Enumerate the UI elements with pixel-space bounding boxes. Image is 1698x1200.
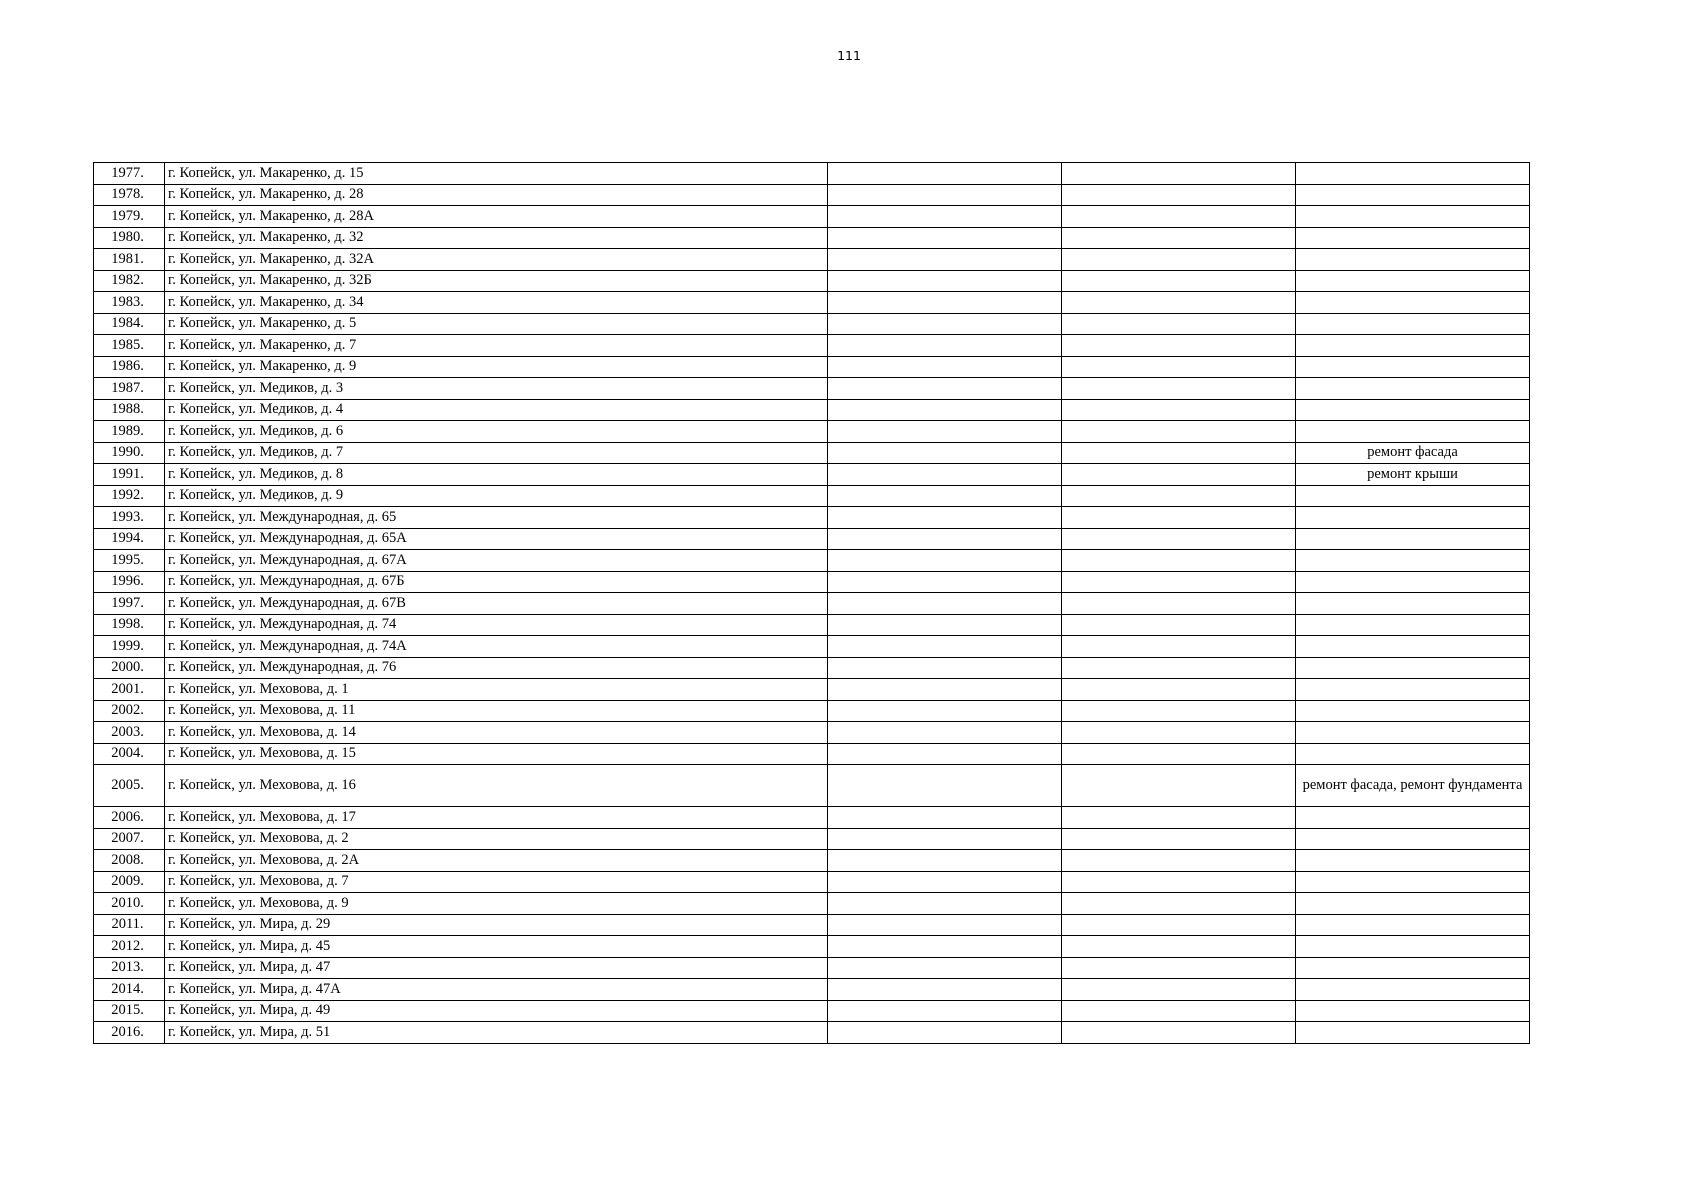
works-cell xyxy=(1296,399,1530,421)
address-cell: г. Копейск, ул. Мира, д. 29 xyxy=(165,914,828,936)
column-4-cell xyxy=(1062,1000,1296,1022)
address-cell: г. Копейск, ул. Меховова, д. 7 xyxy=(165,871,828,893)
column-4-cell xyxy=(1062,528,1296,550)
address-cell: г. Копейск, ул. Мира, д. 47 xyxy=(165,957,828,979)
column-3-cell xyxy=(828,313,1062,335)
row-number-cell: 1997. xyxy=(94,593,165,615)
works-cell xyxy=(1296,292,1530,314)
column-3-cell xyxy=(828,850,1062,872)
column-4-cell xyxy=(1062,807,1296,829)
row-number-cell: 2004. xyxy=(94,743,165,765)
works-cell xyxy=(1296,657,1530,679)
table-row xyxy=(94,163,1530,185)
works-cell xyxy=(1296,571,1530,593)
row-number-cell: 2001. xyxy=(94,679,165,701)
housing-register-table xyxy=(93,162,1530,1044)
row-number-cell: 1999. xyxy=(94,636,165,658)
column-3-cell xyxy=(828,378,1062,400)
column-4-cell xyxy=(1062,442,1296,464)
works-cell xyxy=(1296,979,1530,1001)
column-4-cell xyxy=(1062,313,1296,335)
table-row xyxy=(94,657,1530,679)
column-3-cell xyxy=(828,936,1062,958)
address-cell: г. Копейск, ул. Международная, д. 74 xyxy=(165,614,828,636)
column-4-cell xyxy=(1062,399,1296,421)
column-4-cell xyxy=(1062,227,1296,249)
column-4-cell xyxy=(1062,356,1296,378)
row-number-cell: 2002. xyxy=(94,700,165,722)
column-4-cell xyxy=(1062,871,1296,893)
works-cell xyxy=(1296,871,1530,893)
address-cell: г. Копейск, ул. Меховова, д. 11 xyxy=(165,700,828,722)
column-3-cell xyxy=(828,292,1062,314)
works-cell xyxy=(1296,614,1530,636)
table-row xyxy=(94,528,1530,550)
column-4-cell xyxy=(1062,270,1296,292)
table-row xyxy=(94,636,1530,658)
works-cell xyxy=(1296,893,1530,915)
address-cell: г. Копейск, ул. Макаренко, д. 7 xyxy=(165,335,828,357)
address-cell: г. Копейск, ул. Медиков, д. 9 xyxy=(165,485,828,507)
table-row xyxy=(94,593,1530,615)
address-cell: г. Копейск, ул. Меховова, д. 2 xyxy=(165,828,828,850)
address-cell: г. Копейск, ул. Макаренко, д. 28 xyxy=(165,184,828,206)
column-3-cell xyxy=(828,485,1062,507)
column-3-cell xyxy=(828,828,1062,850)
column-3-cell xyxy=(828,163,1062,185)
table-row xyxy=(94,743,1530,765)
works-cell xyxy=(1296,270,1530,292)
row-number-cell: 1984. xyxy=(94,313,165,335)
column-3-cell xyxy=(828,700,1062,722)
column-3-cell xyxy=(828,421,1062,443)
row-number-cell: 1981. xyxy=(94,249,165,271)
address-cell: г. Копейск, ул. Международная, д. 67В xyxy=(165,593,828,615)
row-number-cell: 2009. xyxy=(94,871,165,893)
column-4-cell xyxy=(1062,679,1296,701)
column-3-cell xyxy=(828,227,1062,249)
row-number-cell: 1983. xyxy=(94,292,165,314)
address-cell: г. Копейск, ул. Международная, д. 76 xyxy=(165,657,828,679)
table-row xyxy=(94,914,1530,936)
column-4-cell xyxy=(1062,550,1296,572)
row-number-cell: 1985. xyxy=(94,335,165,357)
works-cell: ремонт фасада, ремонт фундамента xyxy=(1296,765,1530,807)
address-cell: г. Копейск, ул. Меховова, д. 2А xyxy=(165,850,828,872)
column-4-cell xyxy=(1062,893,1296,915)
row-number-cell: 1996. xyxy=(94,571,165,593)
row-number-cell: 1993. xyxy=(94,507,165,529)
table-row xyxy=(94,184,1530,206)
address-cell: г. Копейск, ул. Макаренко, д. 32 xyxy=(165,227,828,249)
address-cell: г. Копейск, ул. Меховова, д. 15 xyxy=(165,743,828,765)
page-number: 111 xyxy=(837,48,861,63)
works-cell xyxy=(1296,850,1530,872)
works-cell xyxy=(1296,679,1530,701)
column-4-cell xyxy=(1062,485,1296,507)
works-cell xyxy=(1296,485,1530,507)
column-3-cell xyxy=(828,1022,1062,1044)
row-number-cell: 1979. xyxy=(94,206,165,228)
works-cell xyxy=(1296,528,1530,550)
column-3-cell xyxy=(828,807,1062,829)
column-4-cell xyxy=(1062,335,1296,357)
address-cell: г. Копейск, ул. Макаренко, д. 32Б xyxy=(165,270,828,292)
column-3-cell xyxy=(828,679,1062,701)
column-3-cell xyxy=(828,871,1062,893)
table-row xyxy=(94,679,1530,701)
table-row xyxy=(94,399,1530,421)
row-number-cell: 1978. xyxy=(94,184,165,206)
row-number-cell: 2005. xyxy=(94,765,165,807)
table-row xyxy=(94,765,1530,807)
table-row xyxy=(94,871,1530,893)
column-3-cell xyxy=(828,249,1062,271)
works-cell xyxy=(1296,636,1530,658)
column-4-cell xyxy=(1062,163,1296,185)
table-row xyxy=(94,893,1530,915)
column-4-cell xyxy=(1062,979,1296,1001)
column-3-cell xyxy=(828,335,1062,357)
column-3-cell xyxy=(828,614,1062,636)
works-cell xyxy=(1296,593,1530,615)
address-cell: г. Копейск, ул. Медиков, д. 3 xyxy=(165,378,828,400)
works-cell xyxy=(1296,743,1530,765)
works-cell: ремонт фасада xyxy=(1296,442,1530,464)
row-number-cell: 2000. xyxy=(94,657,165,679)
row-number-cell: 2016. xyxy=(94,1022,165,1044)
row-number-cell: 2012. xyxy=(94,936,165,958)
works-cell xyxy=(1296,957,1530,979)
table-row xyxy=(94,206,1530,228)
row-number-cell: 1995. xyxy=(94,550,165,572)
table-row xyxy=(94,421,1530,443)
row-number-cell: 2008. xyxy=(94,850,165,872)
address-cell: г. Копейск, ул. Меховова, д. 1 xyxy=(165,679,828,701)
address-cell: г. Копейск, ул. Макаренко, д. 34 xyxy=(165,292,828,314)
column-3-cell xyxy=(828,743,1062,765)
works-cell xyxy=(1296,700,1530,722)
works-cell xyxy=(1296,378,1530,400)
column-3-cell xyxy=(828,914,1062,936)
table-row xyxy=(94,614,1530,636)
column-3-cell xyxy=(828,957,1062,979)
table-row xyxy=(94,292,1530,314)
column-3-cell xyxy=(828,442,1062,464)
address-cell: г. Копейск, ул. Макаренко, д. 15 xyxy=(165,163,828,185)
works-cell xyxy=(1296,163,1530,185)
table-row xyxy=(94,850,1530,872)
row-number-cell: 2003. xyxy=(94,722,165,744)
row-number-cell: 1998. xyxy=(94,614,165,636)
row-number-cell: 1986. xyxy=(94,356,165,378)
works-cell xyxy=(1296,807,1530,829)
row-number-cell: 2013. xyxy=(94,957,165,979)
works-cell xyxy=(1296,936,1530,958)
works-cell xyxy=(1296,1022,1530,1044)
table-row xyxy=(94,485,1530,507)
row-number-cell: 1989. xyxy=(94,421,165,443)
address-cell: г. Копейск, ул. Макаренко, д. 5 xyxy=(165,313,828,335)
address-cell: г. Копейск, ул. Меховова, д. 14 xyxy=(165,722,828,744)
table-row xyxy=(94,249,1530,271)
works-cell xyxy=(1296,421,1530,443)
column-4-cell xyxy=(1062,206,1296,228)
column-4-cell xyxy=(1062,421,1296,443)
row-number-cell: 1977. xyxy=(94,163,165,185)
column-4-cell xyxy=(1062,571,1296,593)
address-cell: г. Копейск, ул. Медиков, д. 7 xyxy=(165,442,828,464)
address-cell: г. Копейск, ул. Мира, д. 45 xyxy=(165,936,828,958)
address-cell: г. Копейск, ул. Международная, д. 67Б xyxy=(165,571,828,593)
row-number-cell: 1990. xyxy=(94,442,165,464)
table-row xyxy=(94,313,1530,335)
column-3-cell xyxy=(828,1000,1062,1022)
row-number-cell: 2011. xyxy=(94,914,165,936)
address-cell: г. Копейск, ул. Медиков, д. 4 xyxy=(165,399,828,421)
column-4-cell xyxy=(1062,828,1296,850)
column-3-cell xyxy=(828,765,1062,807)
column-3-cell xyxy=(828,979,1062,1001)
row-number-cell: 2014. xyxy=(94,979,165,1001)
table-row xyxy=(94,722,1530,744)
column-3-cell xyxy=(828,507,1062,529)
row-number-cell: 1987. xyxy=(94,378,165,400)
address-cell: г. Копейск, ул. Меховова, д. 17 xyxy=(165,807,828,829)
column-4-cell xyxy=(1062,722,1296,744)
column-4-cell xyxy=(1062,614,1296,636)
address-cell: г. Копейск, ул. Меховова, д. 16 xyxy=(165,765,828,807)
works-cell xyxy=(1296,507,1530,529)
table-row xyxy=(94,571,1530,593)
works-cell xyxy=(1296,550,1530,572)
row-number-cell: 1994. xyxy=(94,528,165,550)
column-4-cell xyxy=(1062,249,1296,271)
column-3-cell xyxy=(828,464,1062,486)
address-cell: г. Копейск, ул. Макаренко, д. 28А xyxy=(165,206,828,228)
row-number-cell: 2006. xyxy=(94,807,165,829)
column-3-cell xyxy=(828,184,1062,206)
column-4-cell xyxy=(1062,700,1296,722)
works-cell xyxy=(1296,313,1530,335)
table-row xyxy=(94,957,1530,979)
address-cell: г. Копейск, ул. Макаренко, д. 32А xyxy=(165,249,828,271)
table-row xyxy=(94,807,1530,829)
column-3-cell xyxy=(828,722,1062,744)
column-4-cell xyxy=(1062,936,1296,958)
table-row xyxy=(94,828,1530,850)
table-row xyxy=(94,442,1530,464)
address-cell: г. Копейск, ул. Макаренко, д. 9 xyxy=(165,356,828,378)
column-3-cell xyxy=(828,893,1062,915)
table-row xyxy=(94,550,1530,572)
column-4-cell xyxy=(1062,292,1296,314)
table-row xyxy=(94,378,1530,400)
table-row xyxy=(94,1022,1530,1044)
column-4-cell xyxy=(1062,765,1296,807)
column-4-cell xyxy=(1062,184,1296,206)
column-3-cell xyxy=(828,657,1062,679)
works-cell xyxy=(1296,227,1530,249)
address-cell: г. Копейск, ул. Медиков, д. 6 xyxy=(165,421,828,443)
column-3-cell xyxy=(828,528,1062,550)
works-cell xyxy=(1296,206,1530,228)
row-number-cell: 2007. xyxy=(94,828,165,850)
row-number-cell: 1988. xyxy=(94,399,165,421)
address-cell: г. Копейск, ул. Мира, д. 49 xyxy=(165,1000,828,1022)
column-4-cell xyxy=(1062,957,1296,979)
works-cell xyxy=(1296,722,1530,744)
column-4-cell xyxy=(1062,743,1296,765)
row-number-cell: 1982. xyxy=(94,270,165,292)
address-cell: г. Копейск, ул. Мира, д. 47А xyxy=(165,979,828,1001)
works-cell xyxy=(1296,356,1530,378)
address-cell: г. Копейск, ул. Международная, д. 65А xyxy=(165,528,828,550)
row-number-cell: 2015. xyxy=(94,1000,165,1022)
works-cell: ремонт крыши xyxy=(1296,464,1530,486)
row-number-cell: 1980. xyxy=(94,227,165,249)
row-number-cell: 2010. xyxy=(94,893,165,915)
column-4-cell xyxy=(1062,507,1296,529)
column-4-cell xyxy=(1062,464,1296,486)
address-cell: г. Копейск, ул. Медиков, д. 8 xyxy=(165,464,828,486)
table-row xyxy=(94,464,1530,486)
table-row xyxy=(94,1000,1530,1022)
table-row xyxy=(94,979,1530,1001)
works-cell xyxy=(1296,184,1530,206)
works-cell xyxy=(1296,828,1530,850)
works-cell xyxy=(1296,249,1530,271)
address-cell: г. Копейск, ул. Меховова, д. 9 xyxy=(165,893,828,915)
works-cell xyxy=(1296,335,1530,357)
table-row xyxy=(94,270,1530,292)
column-3-cell xyxy=(828,356,1062,378)
column-3-cell xyxy=(828,399,1062,421)
address-cell: г. Копейск, ул. Международная, д. 74А xyxy=(165,636,828,658)
column-3-cell xyxy=(828,270,1062,292)
row-number-cell: 1992. xyxy=(94,485,165,507)
column-4-cell xyxy=(1062,1022,1296,1044)
column-3-cell xyxy=(828,593,1062,615)
row-number-cell: 1991. xyxy=(94,464,165,486)
column-3-cell xyxy=(828,636,1062,658)
table-row xyxy=(94,356,1530,378)
address-cell: г. Копейск, ул. Мира, д. 51 xyxy=(165,1022,828,1044)
table-row xyxy=(94,227,1530,249)
works-cell xyxy=(1296,914,1530,936)
column-4-cell xyxy=(1062,593,1296,615)
column-4-cell xyxy=(1062,378,1296,400)
table-row xyxy=(94,507,1530,529)
column-4-cell xyxy=(1062,636,1296,658)
column-4-cell xyxy=(1062,850,1296,872)
column-4-cell xyxy=(1062,914,1296,936)
address-cell: г. Копейск, ул. Международная, д. 65 xyxy=(165,507,828,529)
address-cell: г. Копейск, ул. Международная, д. 67А xyxy=(165,550,828,572)
column-4-cell xyxy=(1062,657,1296,679)
column-3-cell xyxy=(828,206,1062,228)
table-row xyxy=(94,335,1530,357)
table-row xyxy=(94,700,1530,722)
works-cell xyxy=(1296,1000,1530,1022)
column-3-cell xyxy=(828,550,1062,572)
table-row xyxy=(94,936,1530,958)
register-body xyxy=(94,163,1530,1044)
column-3-cell xyxy=(828,571,1062,593)
